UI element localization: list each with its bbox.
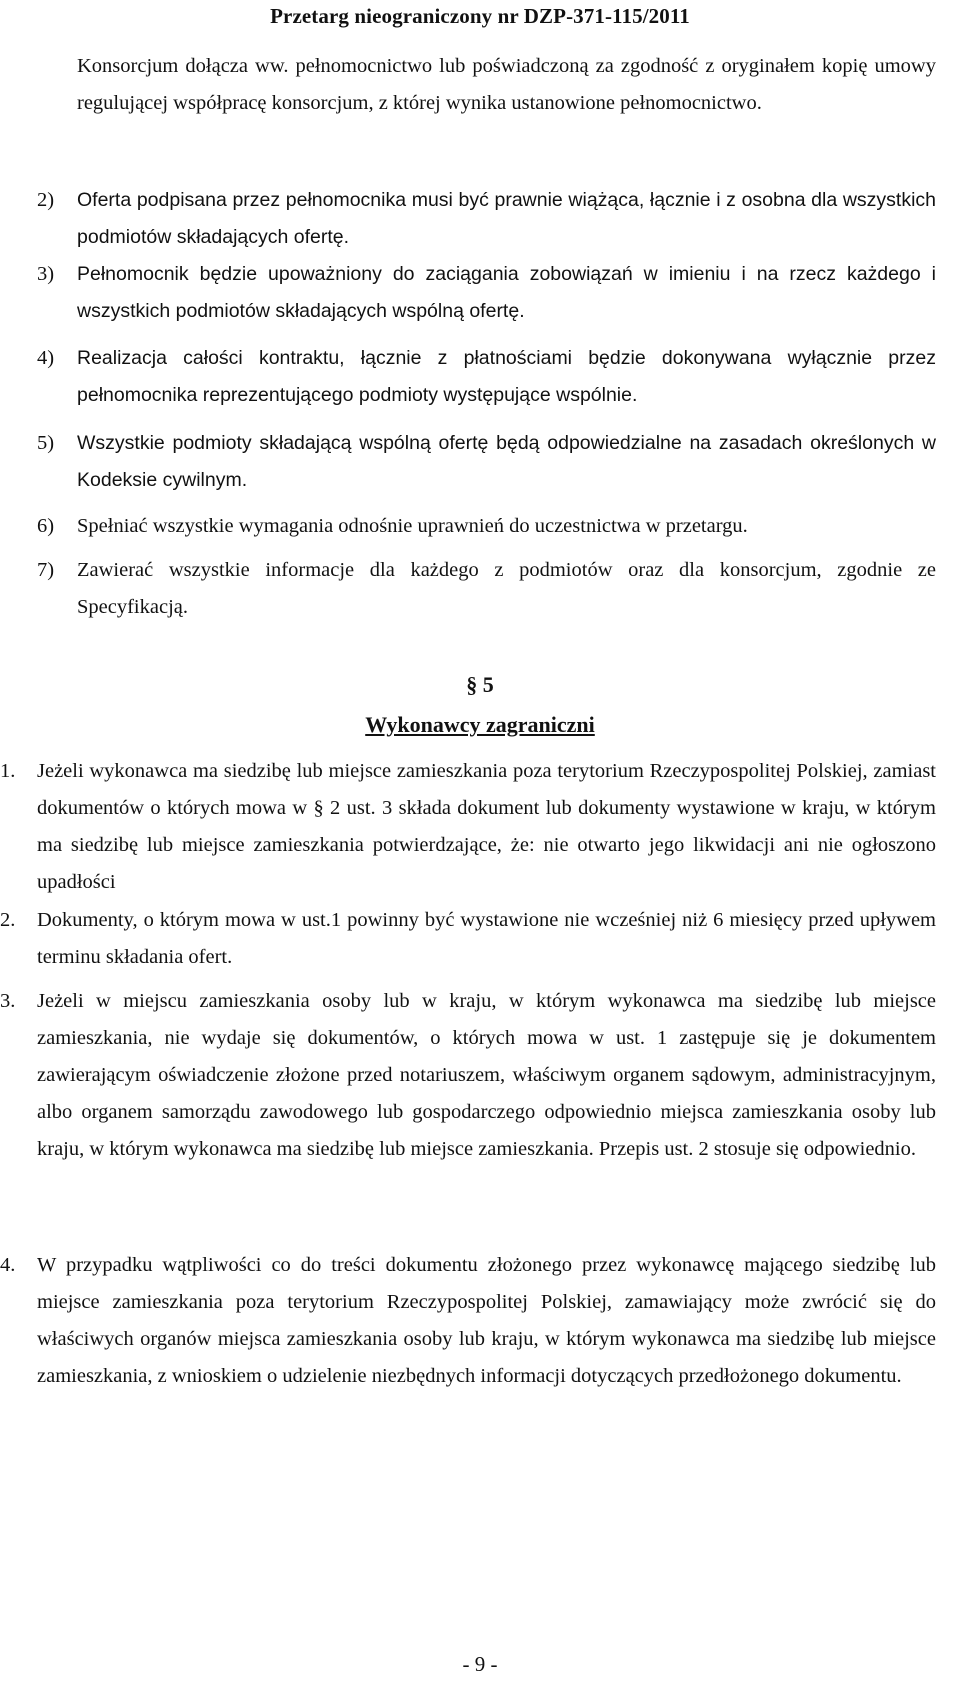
list-item-text: Jeżeli w miejscu zamieszkania osoby lub w kraju, w którym wykonawca ma siedzibę lub miejsce zamieszkania, nie wydaje się dokumentów, o których mowa w ust. 1 zastępuje się je dokumentem zawierającym oświadczenie złożone przed notariuszem, właściwym organem sądowym, administracyjnym, albo organem samorządu zawodowego lub gospodarczego odpowiednio miejsca zamieszkania osoby lub kraju, w którym wykonawca ma siedzibę lub miejsce zamieszkania. Przepis ust. 2 stosuje się odpowiednio. — [37, 990, 936, 1160]
list-item-text: Dokumenty, o którym mowa w ust.1 powinny być wystawione nie wcześniej niż 6 miesięcy przed upływem terminu składania ofert. — [37, 909, 936, 968]
list-item — [37, 508, 936, 545]
list-item — [37, 256, 936, 330]
list-item-text: Oferta podpisana przez pełnomocnika musi być prawnie wiążąca, łącznie i z osobna dla wszystkich podmiotów składających ofertę. — [77, 189, 936, 248]
page-number: - 9 - — [462, 1652, 498, 1676]
list-item-number: 7) — [37, 559, 55, 581]
list-item — [0, 902, 936, 976]
list-item-number: 6) — [37, 515, 55, 537]
list-item-text: Jeżeli wykonawca ma siedzibę lub miejsce zamieszkania poza terytorium Rzeczypospolitej Polskiej, zamiast dokumentów o których mowa w § 2 ust. 3 składa dokument lub dokumenty wystawione w kraju, w którym ma siedzibę lub miejsce zamieszkania potwierdzające, że: nie otwarto jego likwidacji ani nie ogłoszono upadłości — [37, 760, 936, 893]
list-item-text: W przypadku wątpliwości co do treści dokumentu złożonego przez wykonawcę mającego siedzibę lub miejsce zamieszkania poza terytorium Rzeczypospolitej Polskiej, zamawiający może zwrócić się do właściwych organów miejsca zamieszkania osoby lub kraju, w którym wykonawca ma siedzibę lub miejsce zamieszkania, z wnioskiem o udzielenie niezbędnych informacji dotyczących przedłożonego dokumentu. — [37, 1254, 936, 1387]
list-item-text: Wszystkie podmioty składającą wspólną ofertę będą odpowiedzialne na zasadach określonych w Kodeksie cywilnym. — [77, 432, 936, 491]
list-item-number: 5) — [37, 432, 55, 454]
list-item-text: Pełnomocnik będzie upoważniony do zaciągania zobowiązań w imieniu i na rzecz każdego i wszystkich podmiotów składających wspólną ofertę. — [77, 263, 936, 322]
list-item-text: Zawierać wszystkie informacje dla każdego z podmiotów oraz dla konsorcjum, zgodnie ze Specyfikacją. — [77, 559, 936, 618]
list-item-text: Realizacja całości kontraktu, łącznie z płatnościami będzie dokonywana wyłącznie przez pełnomocnika reprezentującego podmioty występujące wspólnie. — [77, 347, 936, 406]
list-item-number: 2) — [37, 189, 55, 211]
list-item — [0, 983, 936, 1242]
list-item-number: 3) — [37, 263, 55, 285]
list-item — [37, 182, 936, 256]
list-item-text: Spełniać wszystkie wymagania odnośnie uprawnień do uczestnictwa w przetargu. — [77, 515, 748, 537]
list-item-number: 3. — [0, 990, 16, 1012]
list-item-number: 4. — [0, 1254, 16, 1276]
list-item — [0, 1247, 936, 1432]
list-item-number: 2. — [0, 909, 16, 931]
section-title: Wykonawcy zagraniczni — [365, 712, 595, 737]
list-item — [37, 425, 936, 499]
intro-paragraph: Konsorcjum dołącza ww. pełnomocnictwo lub poświadczoną za zgodność z oryginałem kopię umowy regulującej współpracę konsorcjum, z której wynika ustanowione pełnomocnictwo. — [77, 55, 936, 114]
list-item-number: 1. — [0, 760, 16, 782]
page-header: Przetarg nieograniczony nr DZP-371-115/2011 — [270, 4, 690, 28]
list-item — [37, 552, 936, 626]
list-item-number: 4) — [37, 347, 55, 369]
list-item — [37, 340, 936, 414]
list-item — [0, 753, 936, 901]
section-mark: § 5 — [466, 672, 494, 697]
